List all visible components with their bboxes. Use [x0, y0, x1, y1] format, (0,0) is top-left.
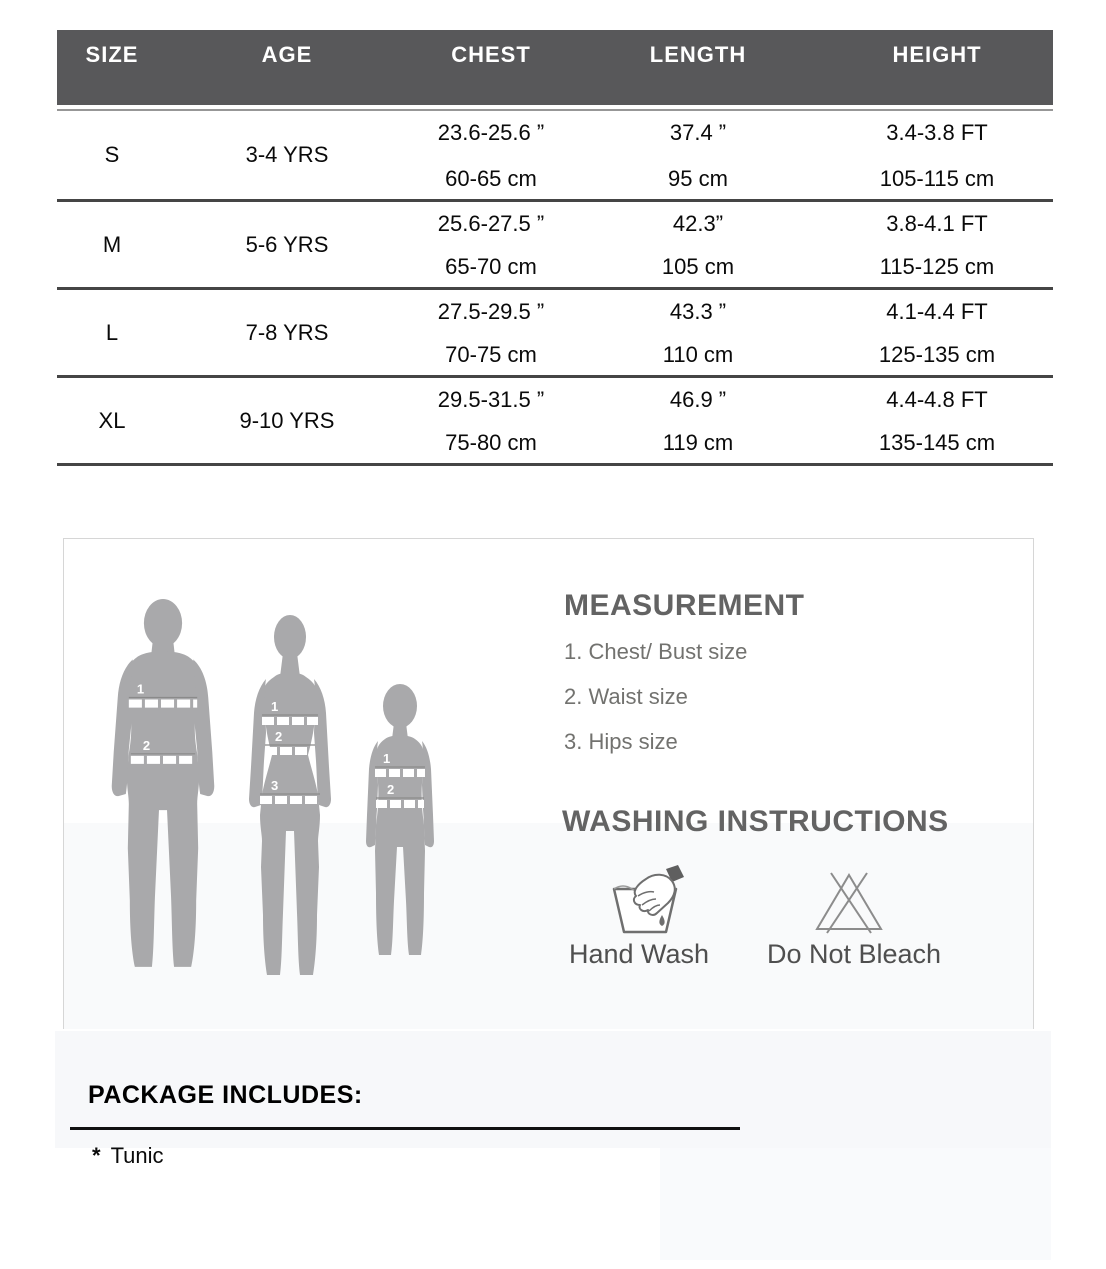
size-table: [57, 30, 1053, 466]
measurement-item: 3. Hips size: [564, 729, 678, 754]
size-value: S: [104, 142, 120, 167]
background-panel: [660, 1148, 1051, 1260]
measurement-item: 2. Waist size: [564, 684, 688, 709]
table-row-l: [57, 287, 1053, 375]
column-header-length: LENGTH: [649, 42, 747, 67]
height-value: 4.1-4.4 FT 125-135 cm: [878, 299, 996, 367]
chest-value: 29.5-31.5 ” 75-80 cm: [437, 387, 545, 455]
table-row-s: [57, 111, 1053, 199]
age-value: 7-8 YRS: [245, 319, 329, 345]
chest-value: 23.6-25.6 ” 60-65 cm: [437, 120, 545, 191]
height-value: 4.4-4.8 FT 135-145 cm: [878, 387, 996, 455]
size-value: M: [102, 231, 122, 257]
age-value: 3-4 YRS: [245, 142, 329, 167]
child-silhouette: [359, 683, 441, 979]
size-value: XL: [98, 407, 126, 433]
measurement-item: 1. Chest/ Bust size: [564, 639, 748, 664]
height-value: 3.4-3.8 FT 105-115 cm: [879, 120, 995, 191]
column-header-age: AGE: [261, 42, 313, 67]
measurement-list: [564, 639, 747, 774]
man-silhouette: [102, 599, 224, 983]
washing-instructions-title: WASHING INSTRUCTIONS: [562, 805, 949, 838]
package-includes-title: PACKAGE INCLUDES:: [88, 1081, 363, 1109]
length-value: 37.4 ” 95 cm: [668, 120, 728, 191]
measurement-info-box: [63, 538, 1034, 1029]
table-row-xl: [57, 375, 1053, 463]
woman-silhouette: [242, 615, 338, 983]
package-item-label: Tunic: [110, 1143, 164, 1168]
length-value: 46.9 ” 119 cm: [662, 387, 734, 455]
do-not-bleach-icon: [809, 867, 889, 937]
svg-text:1: 1: [271, 699, 279, 714]
table-row-m: [57, 199, 1053, 287]
hand-wash-label: Hand Wash: [568, 939, 710, 969]
measurement-title: MEASUREMENT: [564, 589, 805, 622]
size-value: L: [105, 319, 119, 345]
package-includes-underline: [70, 1127, 740, 1130]
svg-text:3: 3: [271, 778, 279, 793]
hand-wash-icon: [604, 863, 709, 935]
age-value: 5-6 YRS: [245, 231, 329, 257]
column-header-chest: CHEST: [451, 42, 531, 67]
size-table-header: [57, 30, 1053, 105]
svg-text:2: 2: [387, 782, 395, 797]
do-not-bleach-label: Do Not Bleach: [766, 939, 942, 969]
height-value: 3.8-4.1 FT 115-125 cm: [879, 211, 995, 279]
svg-text:2: 2: [275, 729, 283, 744]
chest-value: 27.5-29.5 ” 70-75 cm: [437, 299, 545, 367]
column-header-height: HEIGHT: [892, 42, 982, 67]
chest-value: 25.6-27.5 ” 65-70 cm: [437, 211, 545, 279]
svg-text:1: 1: [383, 751, 391, 766]
svg-text:2: 2: [142, 737, 151, 753]
column-header-size: SIZE: [85, 42, 139, 67]
svg-text:1: 1: [136, 681, 145, 697]
package-item: [92, 1143, 164, 1169]
size-table-body: [57, 109, 1053, 466]
package-item-bullet: *: [92, 1143, 101, 1168]
length-value: 43.3 ” 110 cm: [662, 299, 734, 367]
length-value: 42.3” 105 cm: [661, 211, 735, 279]
age-value: 9-10 YRS: [239, 407, 335, 433]
